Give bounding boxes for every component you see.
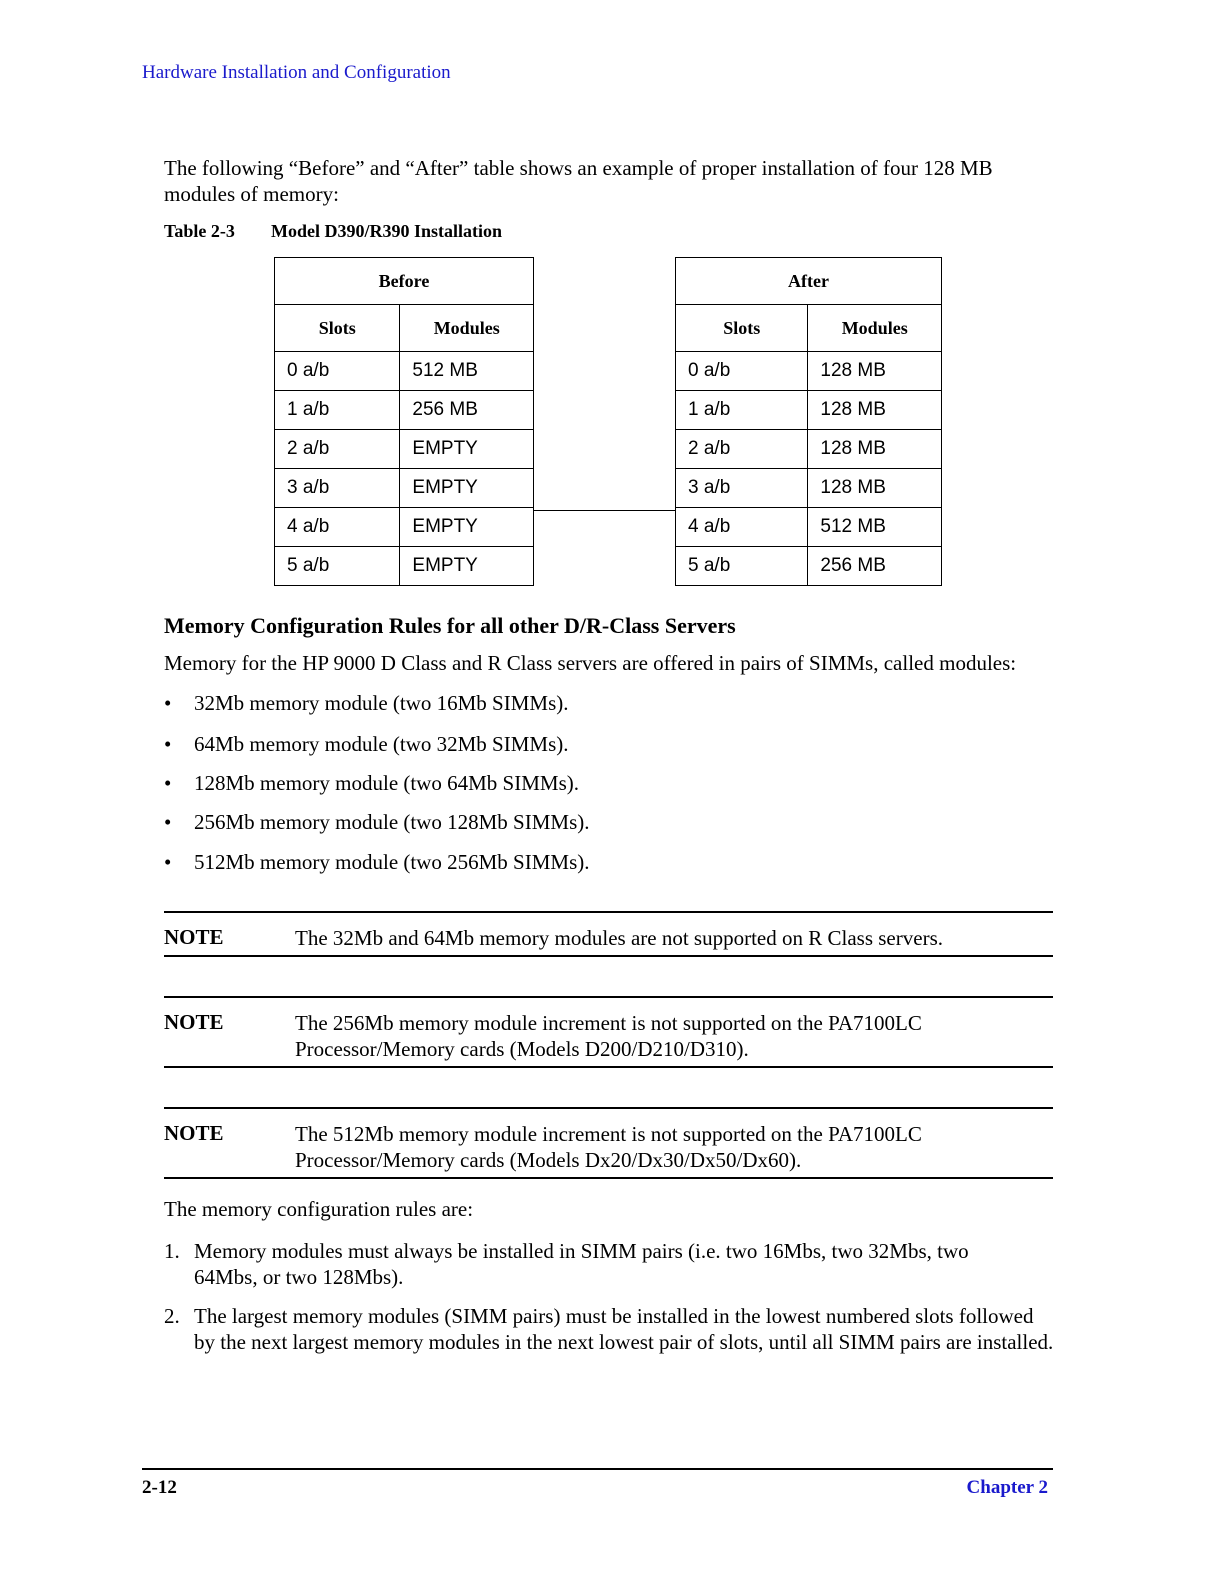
list-item	[164, 850, 590, 875]
table-row	[676, 352, 942, 391]
note-text: The 32Mb and 64Mb memory modules are not supported on R Class servers.	[295, 926, 943, 950]
bullet-glyph: •	[164, 691, 172, 715]
note-top-rule	[164, 996, 1053, 998]
note-label: NOTE	[164, 1121, 224, 1145]
table-row	[275, 469, 534, 508]
module-cell: EMPTY	[400, 430, 534, 469]
list-item	[164, 1238, 1054, 1290]
table-row	[275, 508, 534, 547]
before-col-slots: Slots	[275, 305, 400, 352]
slot-cell: 0 a/b	[676, 352, 808, 391]
section-lead: Memory for the HP 9000 D Class and R Class servers are offered in pairs of SIMMs, called modules:	[164, 651, 1017, 675]
table-row	[676, 391, 942, 430]
note-top-rule	[164, 1107, 1053, 1109]
slot-cell: 5 a/b	[676, 547, 808, 586]
section-heading: Memory Configuration Rules for all other D/R-Class Servers	[164, 613, 736, 638]
table-row	[676, 430, 942, 469]
slot-cell: 3 a/b	[275, 469, 400, 508]
list-item	[164, 810, 590, 835]
after-table	[675, 257, 942, 586]
table-row	[275, 391, 534, 430]
slot-cell: 1 a/b	[676, 391, 808, 430]
bullet-text: 32Mb memory module (two 16Mb SIMMs).	[194, 691, 569, 715]
slot-cell: 5 a/b	[275, 547, 400, 586]
list-item	[164, 1303, 1054, 1355]
module-cell: EMPTY	[400, 547, 534, 586]
module-cell: EMPTY	[400, 508, 534, 547]
module-cell: 512 MB	[808, 508, 942, 547]
table-row	[676, 469, 942, 508]
intro-paragraph: The following “Before” and “After” table shows an example of proper installation of four 128 MB modules of memory:	[164, 156, 993, 206]
bullet-text: 256Mb memory module (two 128Mb SIMMs).	[194, 810, 590, 834]
module-cell: 128 MB	[808, 469, 942, 508]
table-row	[275, 352, 534, 391]
slot-cell: 3 a/b	[676, 469, 808, 508]
list-item	[164, 691, 569, 716]
before-table	[274, 257, 534, 586]
table-row	[676, 508, 942, 547]
note-text: The 256Mb memory module increment is not supported on the PA7100LC Processor/Memory cards (Models D200/D210/D310).	[295, 1011, 922, 1061]
module-cell: 128 MB	[808, 352, 942, 391]
slot-cell: 1 a/b	[275, 391, 400, 430]
note-text: The 512Mb memory module increment is not supported on the PA7100LC Processor/Memory cards (Models Dx20/Dx30/Dx50/Dx60).	[295, 1122, 922, 1172]
module-cell: 512 MB	[400, 352, 534, 391]
list-text: The largest memory modules (SIMM pairs) must be installed in the lowest numbered slots followed by the next largest memory modules in the next lowest pair of slots, until all SIMM pairs are installed.	[194, 1304, 1054, 1354]
table-title: Model D390/R390 Installation	[271, 221, 503, 241]
after-title: After	[676, 258, 942, 305]
table-row	[275, 430, 534, 469]
note-top-rule	[164, 911, 1053, 913]
slot-cell: 2 a/b	[676, 430, 808, 469]
footer-rule	[142, 1468, 1053, 1470]
rules-lead: The memory configuration rules are:	[164, 1197, 474, 1221]
slot-cell: 4 a/b	[275, 508, 400, 547]
list-number: 2.	[164, 1304, 180, 1328]
before-col-modules: Modules	[400, 305, 534, 352]
chapter-link[interactable]: Chapter 2	[966, 1477, 1048, 1498]
bullet-text: 64Mb memory module (two 32Mb SIMMs).	[194, 732, 569, 756]
slot-cell: 4 a/b	[676, 508, 808, 547]
note-label: NOTE	[164, 925, 224, 949]
table-label: Table 2-3	[164, 221, 235, 241]
module-cell: 256 MB	[808, 547, 942, 586]
module-cell: 128 MB	[808, 391, 942, 430]
table-connector-line	[533, 510, 676, 511]
list-item	[164, 771, 579, 796]
list-text: Memory modules must always be installed in SIMM pairs (i.e. two 16Mbs, two 32Mbs, two 64Mbs, or two 128Mbs).	[194, 1239, 969, 1289]
slot-cell: 0 a/b	[275, 352, 400, 391]
after-col-modules: Modules	[808, 305, 942, 352]
after-col-slots: Slots	[676, 305, 808, 352]
list-number: 1.	[164, 1239, 180, 1263]
note-bottom-rule	[164, 955, 1053, 957]
bullet-glyph: •	[164, 850, 172, 874]
list-item	[164, 732, 569, 757]
module-cell: EMPTY	[400, 469, 534, 508]
running-header: Hardware Installation and Configuration	[142, 62, 451, 83]
bullet-glyph: •	[164, 771, 172, 795]
page-number: 2-12	[142, 1477, 177, 1498]
bullet-glyph: •	[164, 732, 172, 756]
note-label: NOTE	[164, 1010, 224, 1034]
module-cell: 128 MB	[808, 430, 942, 469]
bullet-text: 512Mb memory module (two 256Mb SIMMs).	[194, 850, 590, 874]
bullet-text: 128Mb memory module (two 64Mb SIMMs).	[194, 771, 579, 795]
note-bottom-rule	[164, 1066, 1053, 1068]
note-bottom-rule	[164, 1177, 1053, 1179]
slot-cell: 2 a/b	[275, 430, 400, 469]
table-row	[676, 547, 942, 586]
bullet-glyph: •	[164, 810, 172, 834]
before-title: Before	[275, 258, 534, 305]
module-cell: 256 MB	[400, 391, 534, 430]
table-row	[275, 547, 534, 586]
